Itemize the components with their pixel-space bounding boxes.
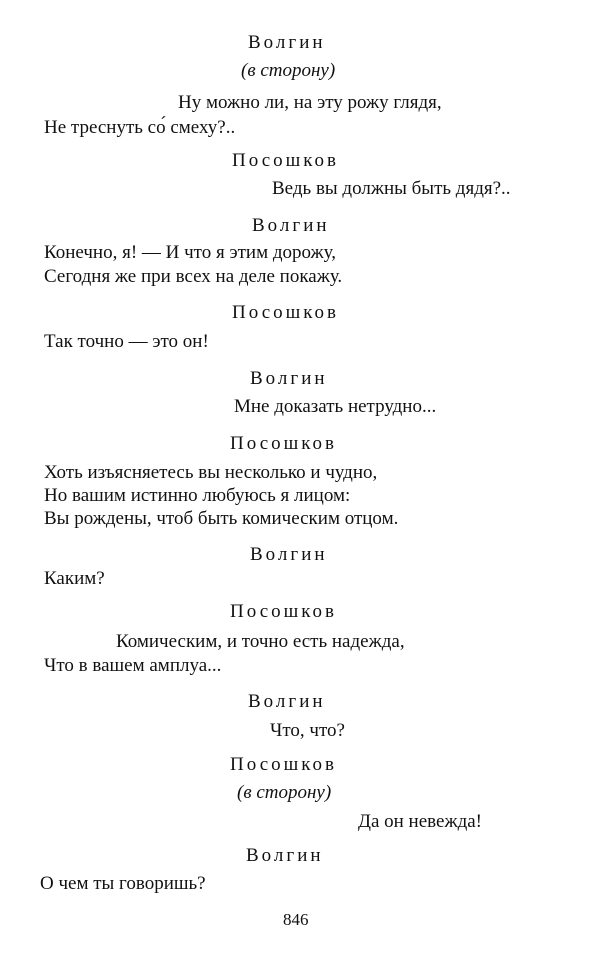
verse-line: Хоть изъясняетесь вы несколько и чудно, — [44, 462, 378, 483]
verse-line: О чем ты говоришь? — [40, 873, 206, 894]
speaker-name: Посошков — [230, 754, 337, 775]
speaker-name: Волгин — [248, 32, 326, 53]
verse-line: Сегодня же при всех на деле покажу. — [44, 266, 343, 287]
speaker-name: Посошков — [230, 601, 337, 622]
verse-line: Конечно, я! — И что я этим дорожу, — [44, 242, 337, 263]
verse-line: Что, что? — [270, 720, 345, 741]
speaker-name: Посошков — [232, 302, 339, 323]
stage-direction: (в сторону) — [237, 782, 332, 803]
speaker-name: Волгин — [250, 368, 328, 389]
verse-line: Что в вашем амплуа... — [44, 655, 222, 676]
speaker-name: Волгин — [252, 215, 330, 236]
verse-line: Вы рождены, чтоб быть комическим отцом. — [44, 508, 399, 529]
speaker-name: Волгин — [248, 691, 326, 712]
speaker-name: Волгин — [250, 544, 328, 565]
verse-line: Комическим, и точно есть надежда, — [116, 631, 405, 652]
verse-line: Но вашим истинно любуюсь я лицом: — [44, 485, 351, 506]
verse-line: Каким? — [44, 568, 105, 589]
speaker-name: Волгин — [246, 845, 324, 866]
verse-line: Так точно — это он! — [44, 331, 209, 352]
stage-direction: (в сторону) — [241, 60, 336, 81]
verse-line: Ну можно ли, на эту рожу глядя, — [178, 92, 442, 113]
page-number: 846 — [283, 910, 309, 929]
verse-line: Не треснуть со́ смеху?.. — [44, 117, 236, 138]
verse-line: Да он невежда! — [358, 811, 483, 832]
speaker-name: Посошков — [230, 433, 337, 454]
verse-line: Ведь вы должны быть дядя?.. — [272, 178, 511, 199]
verse-line: Мне доказать нетрудно... — [234, 396, 437, 417]
speaker-name: Посошков — [232, 150, 339, 171]
